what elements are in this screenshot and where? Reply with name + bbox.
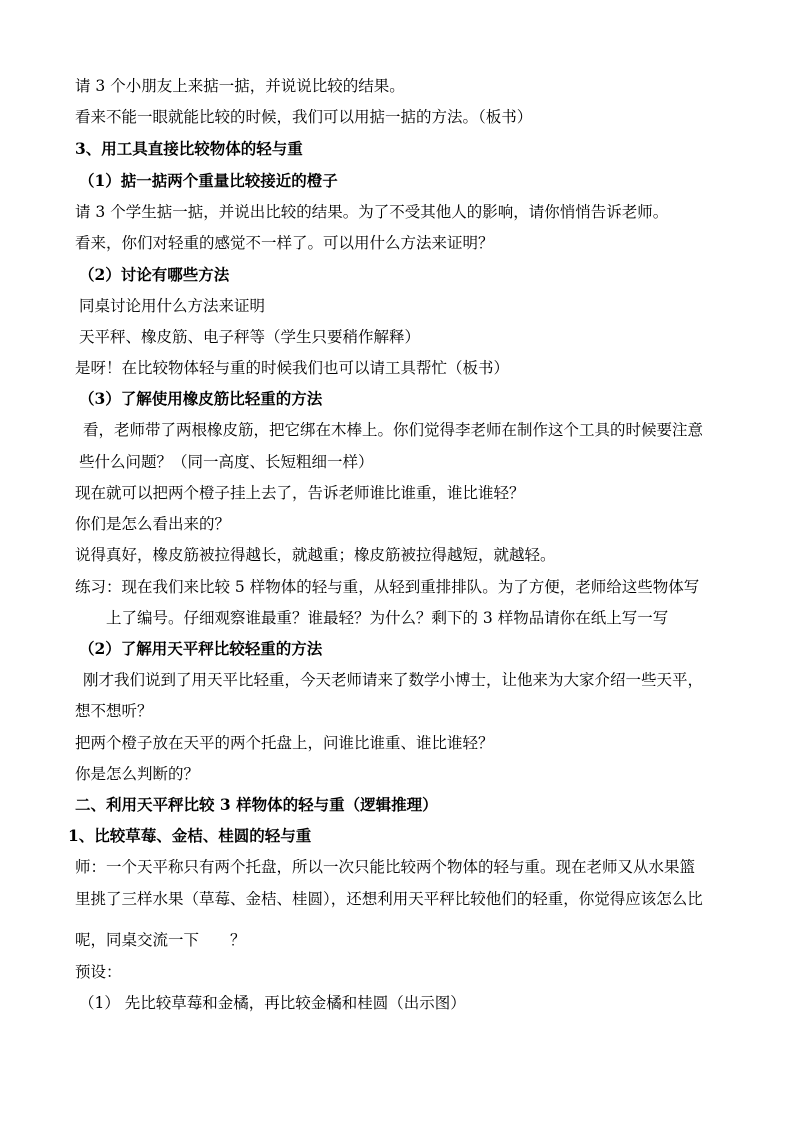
text-line: 看，老师带了两根橡皮筋，把它绑在木棒上。你们觉得李老师在制作这个工具的时候要注意 [83, 421, 704, 439]
text-line: 想不想听？ [75, 702, 153, 720]
text-line: 师：一个天平称只有两个托盘，所以一次只能比较两个物体的轻与重。现在老师又从水果篮 [75, 858, 696, 876]
section-heading: 1、比较草莓、金桔、桂圆的轻与重 [68, 826, 312, 845]
text-line: 上了编号。仔细观察谁最重？谁最轻？为什么？剩下的 3 样物品请你在纸上写一写 [106, 609, 669, 627]
text-line: 现在就可以把两个橙子挂上去了，告诉老师谁比谁重，谁比谁轻？ [75, 484, 525, 502]
text-line: 看来，你们对轻重的感觉不一样了。可以用什么方法来证明？ [75, 234, 494, 252]
text-line: 看来不能一眼就能比较的时候，我们可以用掂一掂的方法。（板书） [75, 108, 533, 126]
text-line: 刚才我们说到了用天平比轻重，今天老师请来了数学小博士，让他来为大家介绍一些天平， [83, 671, 704, 689]
text-line: 把两个橙子放在天平的两个托盘上，问谁比谁重、谁比谁轻？ [75, 734, 494, 752]
subsection-heading: （2）了解用天平秤比较轻重的方法 [79, 639, 323, 658]
subsection-heading: （1）掂一掂两个重量比较接近的橙子 [79, 171, 338, 190]
text-line: 请 3 个学生掂一掂，并说出比较的结果。为了不受其他人的影响，请你悄悄告诉老师。 [75, 203, 669, 221]
text-line: 说得真好，橡皮筋被拉得越长，就越重；橡皮筋被拉得越短，就越轻。 [75, 546, 556, 564]
text-line: 练习：现在我们来比较 5 样物体的轻与重，从轻到重排排队。为了方便，老师给这些物体写 [75, 578, 700, 596]
text-line: 你们是怎么看出来的？ [75, 515, 231, 533]
text-line: （1） 先比较草莓和金橘，再比较金橘和桂圆（出示图） [79, 994, 466, 1012]
text-line: 请 3 个小朋友上来掂一掂，并说说比较的结果。 [75, 77, 405, 95]
text-line: 些什么问题？（同一高度、长短粗细一样） [79, 453, 374, 471]
text-line: 是呀！在比较物体轻与重的时候我们也可以请工具帮忙（板书） [75, 359, 510, 377]
subsection-heading: （2）讨论有哪些方法 [79, 265, 230, 284]
text-line: 呢，同桌交流一下 ？ [75, 931, 246, 949]
section-heading: 二、利用天平秤比较 3 样物体的轻与重（逻辑推理） [75, 795, 438, 814]
text-line: 同桌讨论用什么方法来证明 [79, 297, 266, 315]
section-heading: 3、用工具直接比较物体的轻与重 [75, 139, 303, 158]
text-line: 天平秤、橡皮筋、电子秤等（学生只要稍作解释） [79, 328, 421, 346]
text-line: 里挑了三样水果（草莓、金桔、桂圆），还想利用天平秤比较他们的轻重，你觉得应该怎么比 [75, 890, 703, 908]
text-line: 你是怎么判断的？ [75, 765, 200, 783]
subsection-heading: （3）了解使用橡皮筋比轻重的方法 [79, 389, 323, 408]
text-line: 预设： [75, 963, 122, 981]
